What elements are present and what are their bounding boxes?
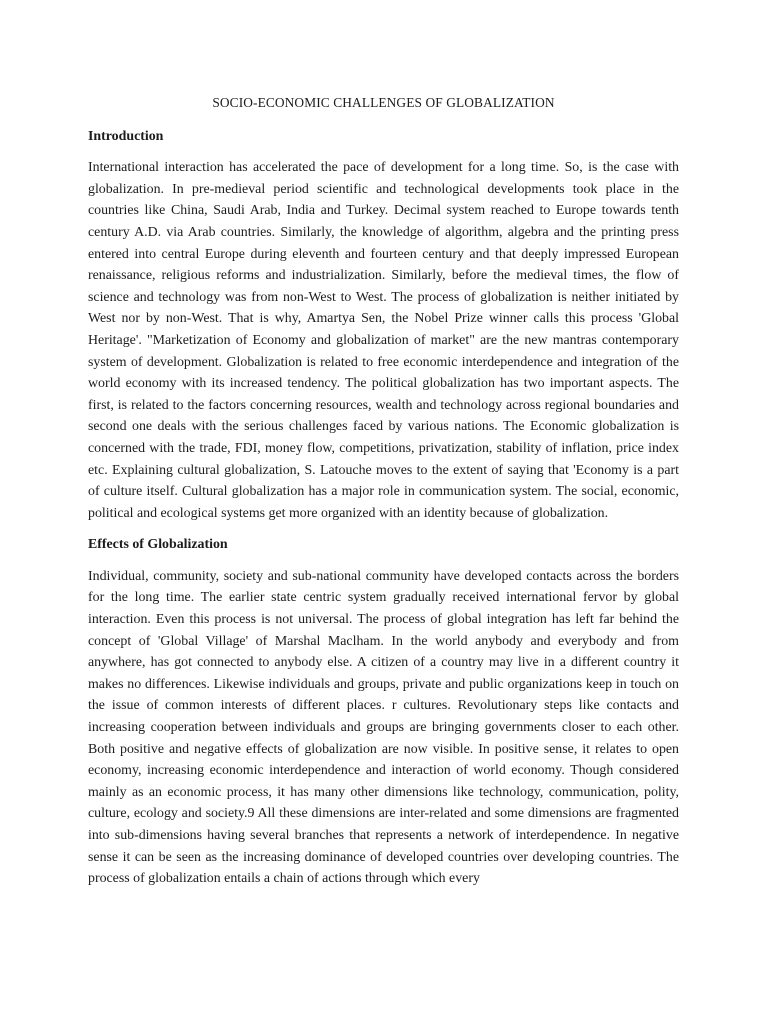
paragraph-introduction: International interaction has accelerated the pace of development for a long time. So, is the case with globalization. In pre-medieval period scientific and technological developments took place in the countries like China, Saudi Arab, India and Turkey. Decimal system reached to Europe towards tenth century A.D. via Arab countries. Similarly, the knowledge of algorithm, algebra and the printing press entered into central Europe during eleventh and fourteen century and that deeply impressed European renaissance, religious reforms and industrialization. Similarly, before the medieval times, the flow of science and technology was from non-West to West. The process of globalization is neither initiated by West nor by non-West. That is why, Amartya Sen, the Nobel Prize winner calls this process 'Global Heritage'. "Marketization of Economy and globalization of market" are the new mantras contemporary system of development. Globalization is related to free economic interdependence and integration of the world economy with its increased tendency. The political globalization has two important aspects. The first, is related to the factors concerning resources, wealth and technology across regional boundaries and second one deals with the serious challenges faced by various nations. The Economic globalization is concerned with the trade, FDI, money flow, competitions, privatization, stability of inflation, price index etc. Explaining cultural globalization, S. Latouche moves to the extent of saying that 'Economy is a part of culture itself. Cultural globalization has a major role in communication system. The social, economic, political and ecological systems get more organized with an identity because of globalization. — [88, 160, 679, 521]
paragraph-effects: Individual, community, society and sub-national community have developed contacts across the borders for the long time. The earlier state centric system gradually received international fervor by global interaction. Even this process is not universal. The process of global integration has left far behind the concept of 'Global Village' of Marshal Maclham. In the world anybody and everybody and from anywhere, has got connected to anybody else. A citizen of a country may live in a different country it makes no differences. Likewise individuals and groups, private and public organizations keep in touch on the issue of common interests of different places. r cultures. Revolutionary steps like contacts and increasing cooperation between individuals and groups are bringing governments closer to each other. Both positive and negative effects of globalization are now visible. In positive sense, it relates to open economy, increasing economic interdependence and interaction of world economy. Though considered mainly as an economic process, it has many other dimensions like technology, communication, polity, culture, ecology and society.9 All these dimensions are inter-related and some dimensions are fragmented into sub-dimensions having several branches that represents a network of interdependence. In negative sense it can be seen as the increasing dominance of developed countries over developing countries. The process of globalization entails a chain of actions through which every — [88, 568, 679, 887]
document-page — [88, 92, 679, 900]
document-title: SOCIO-ECONOMIC CHALLENGES OF GLOBALIZATION — [212, 95, 555, 110]
section-heading-effects: Effects of Globalization — [88, 537, 228, 553]
section-heading-introduction: Introduction — [88, 128, 164, 144]
